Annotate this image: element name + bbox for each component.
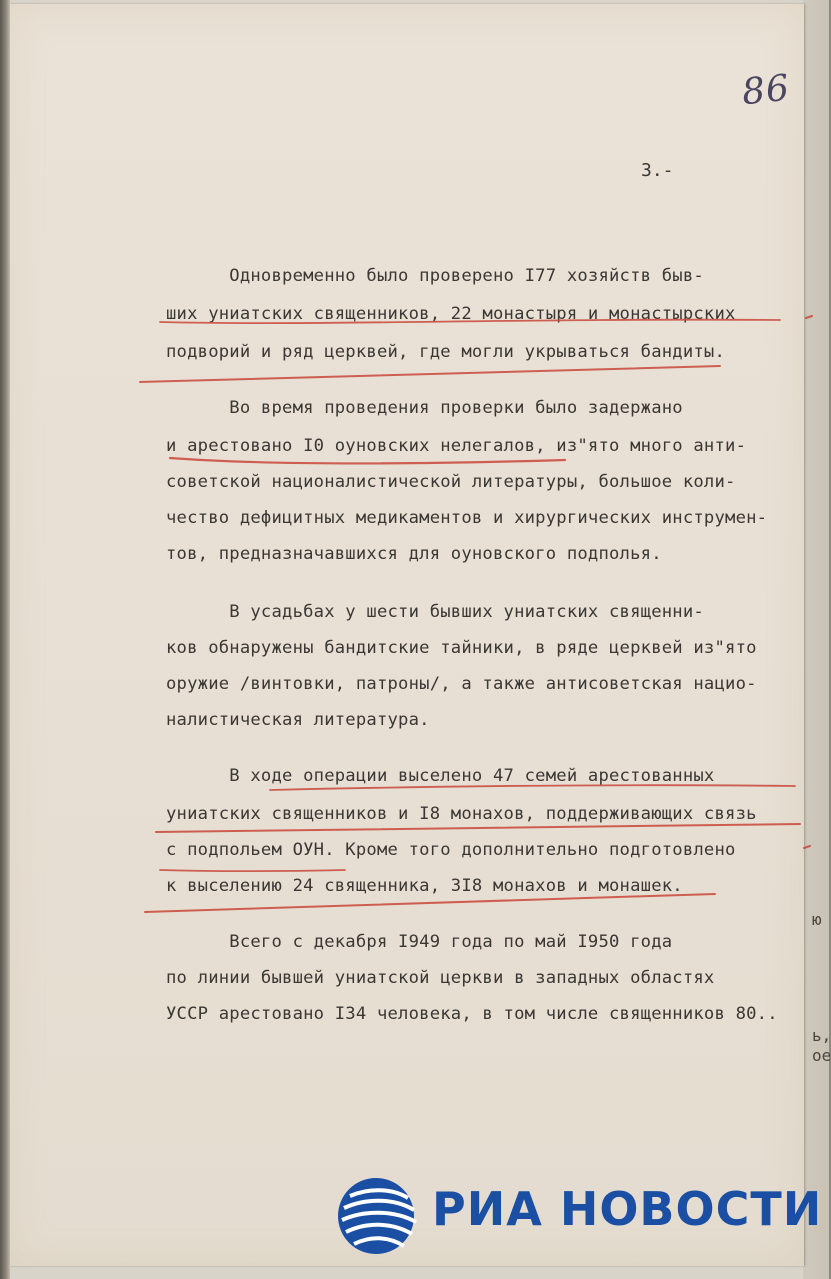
ria-novosti-wordmark: РИА НОВОСТИ bbox=[432, 1182, 823, 1236]
text-line: оружие /винтовки, патроны/, а также антисоветская нацио- bbox=[166, 674, 757, 694]
text-line: налистическая литература. bbox=[166, 710, 430, 730]
text-line: униатских священников и I8 монахов, поддерживающих связь bbox=[166, 804, 757, 824]
page-number: 3.- bbox=[641, 160, 674, 181]
underlying-page-fragment: ю bbox=[812, 910, 822, 929]
text-line: ших униатских священников, 22 монастыря и монастырских bbox=[166, 304, 736, 324]
underlying-page-fragment: ь, bbox=[812, 1026, 831, 1045]
text-line: В усадьбах у шести бывших униатских священни- bbox=[166, 602, 704, 622]
text-line: к выселению 24 священника, 3I8 монахов и монашек. bbox=[166, 876, 683, 896]
text-line: тов, предназначавшихся для оуновского подполья. bbox=[166, 544, 662, 564]
text-line: чество дефицитных медикаментов и хирургических инструмен- bbox=[166, 508, 768, 528]
text-line: УССР арестовано I34 человека, в том числе священников 80.. bbox=[166, 1004, 778, 1024]
text-line: и арестовано I0 оуновских нелегалов, из"ято много анти- bbox=[166, 436, 747, 456]
text-line: В ходе операции выселено 47 семей арестованных bbox=[166, 766, 715, 786]
text-line: ков обнаружены бандитские тайники, в ряде церквей из"ято bbox=[166, 638, 757, 658]
text-line: советской националистической литературы, большое коли- bbox=[166, 472, 736, 492]
underlying-page-edge bbox=[803, 0, 829, 1279]
folio-number: 86 bbox=[739, 67, 792, 114]
ria-globe-icon bbox=[334, 1174, 418, 1258]
underlying-page-fragment: ое bbox=[812, 1046, 831, 1065]
text-line: Во время проведения проверки было задержано bbox=[166, 398, 683, 418]
ria-novosti-logo bbox=[334, 1174, 823, 1258]
binding-edge bbox=[0, 0, 10, 1279]
text-line: по линии бывшей униатской церкви в западных областях bbox=[166, 968, 715, 988]
text-line: Одновременно было проверено I77 хозяйств быв- bbox=[166, 266, 704, 286]
text-line: с подпольем ОУН. Кроме того дополнительно подготовлено bbox=[166, 840, 736, 860]
text-line: подворий и ряд церквей, где могли укрываться бандиты. bbox=[166, 342, 726, 362]
text-line: Всего с декабря I949 года по май I950 года bbox=[166, 932, 673, 952]
document-sheet bbox=[8, 4, 804, 1266]
